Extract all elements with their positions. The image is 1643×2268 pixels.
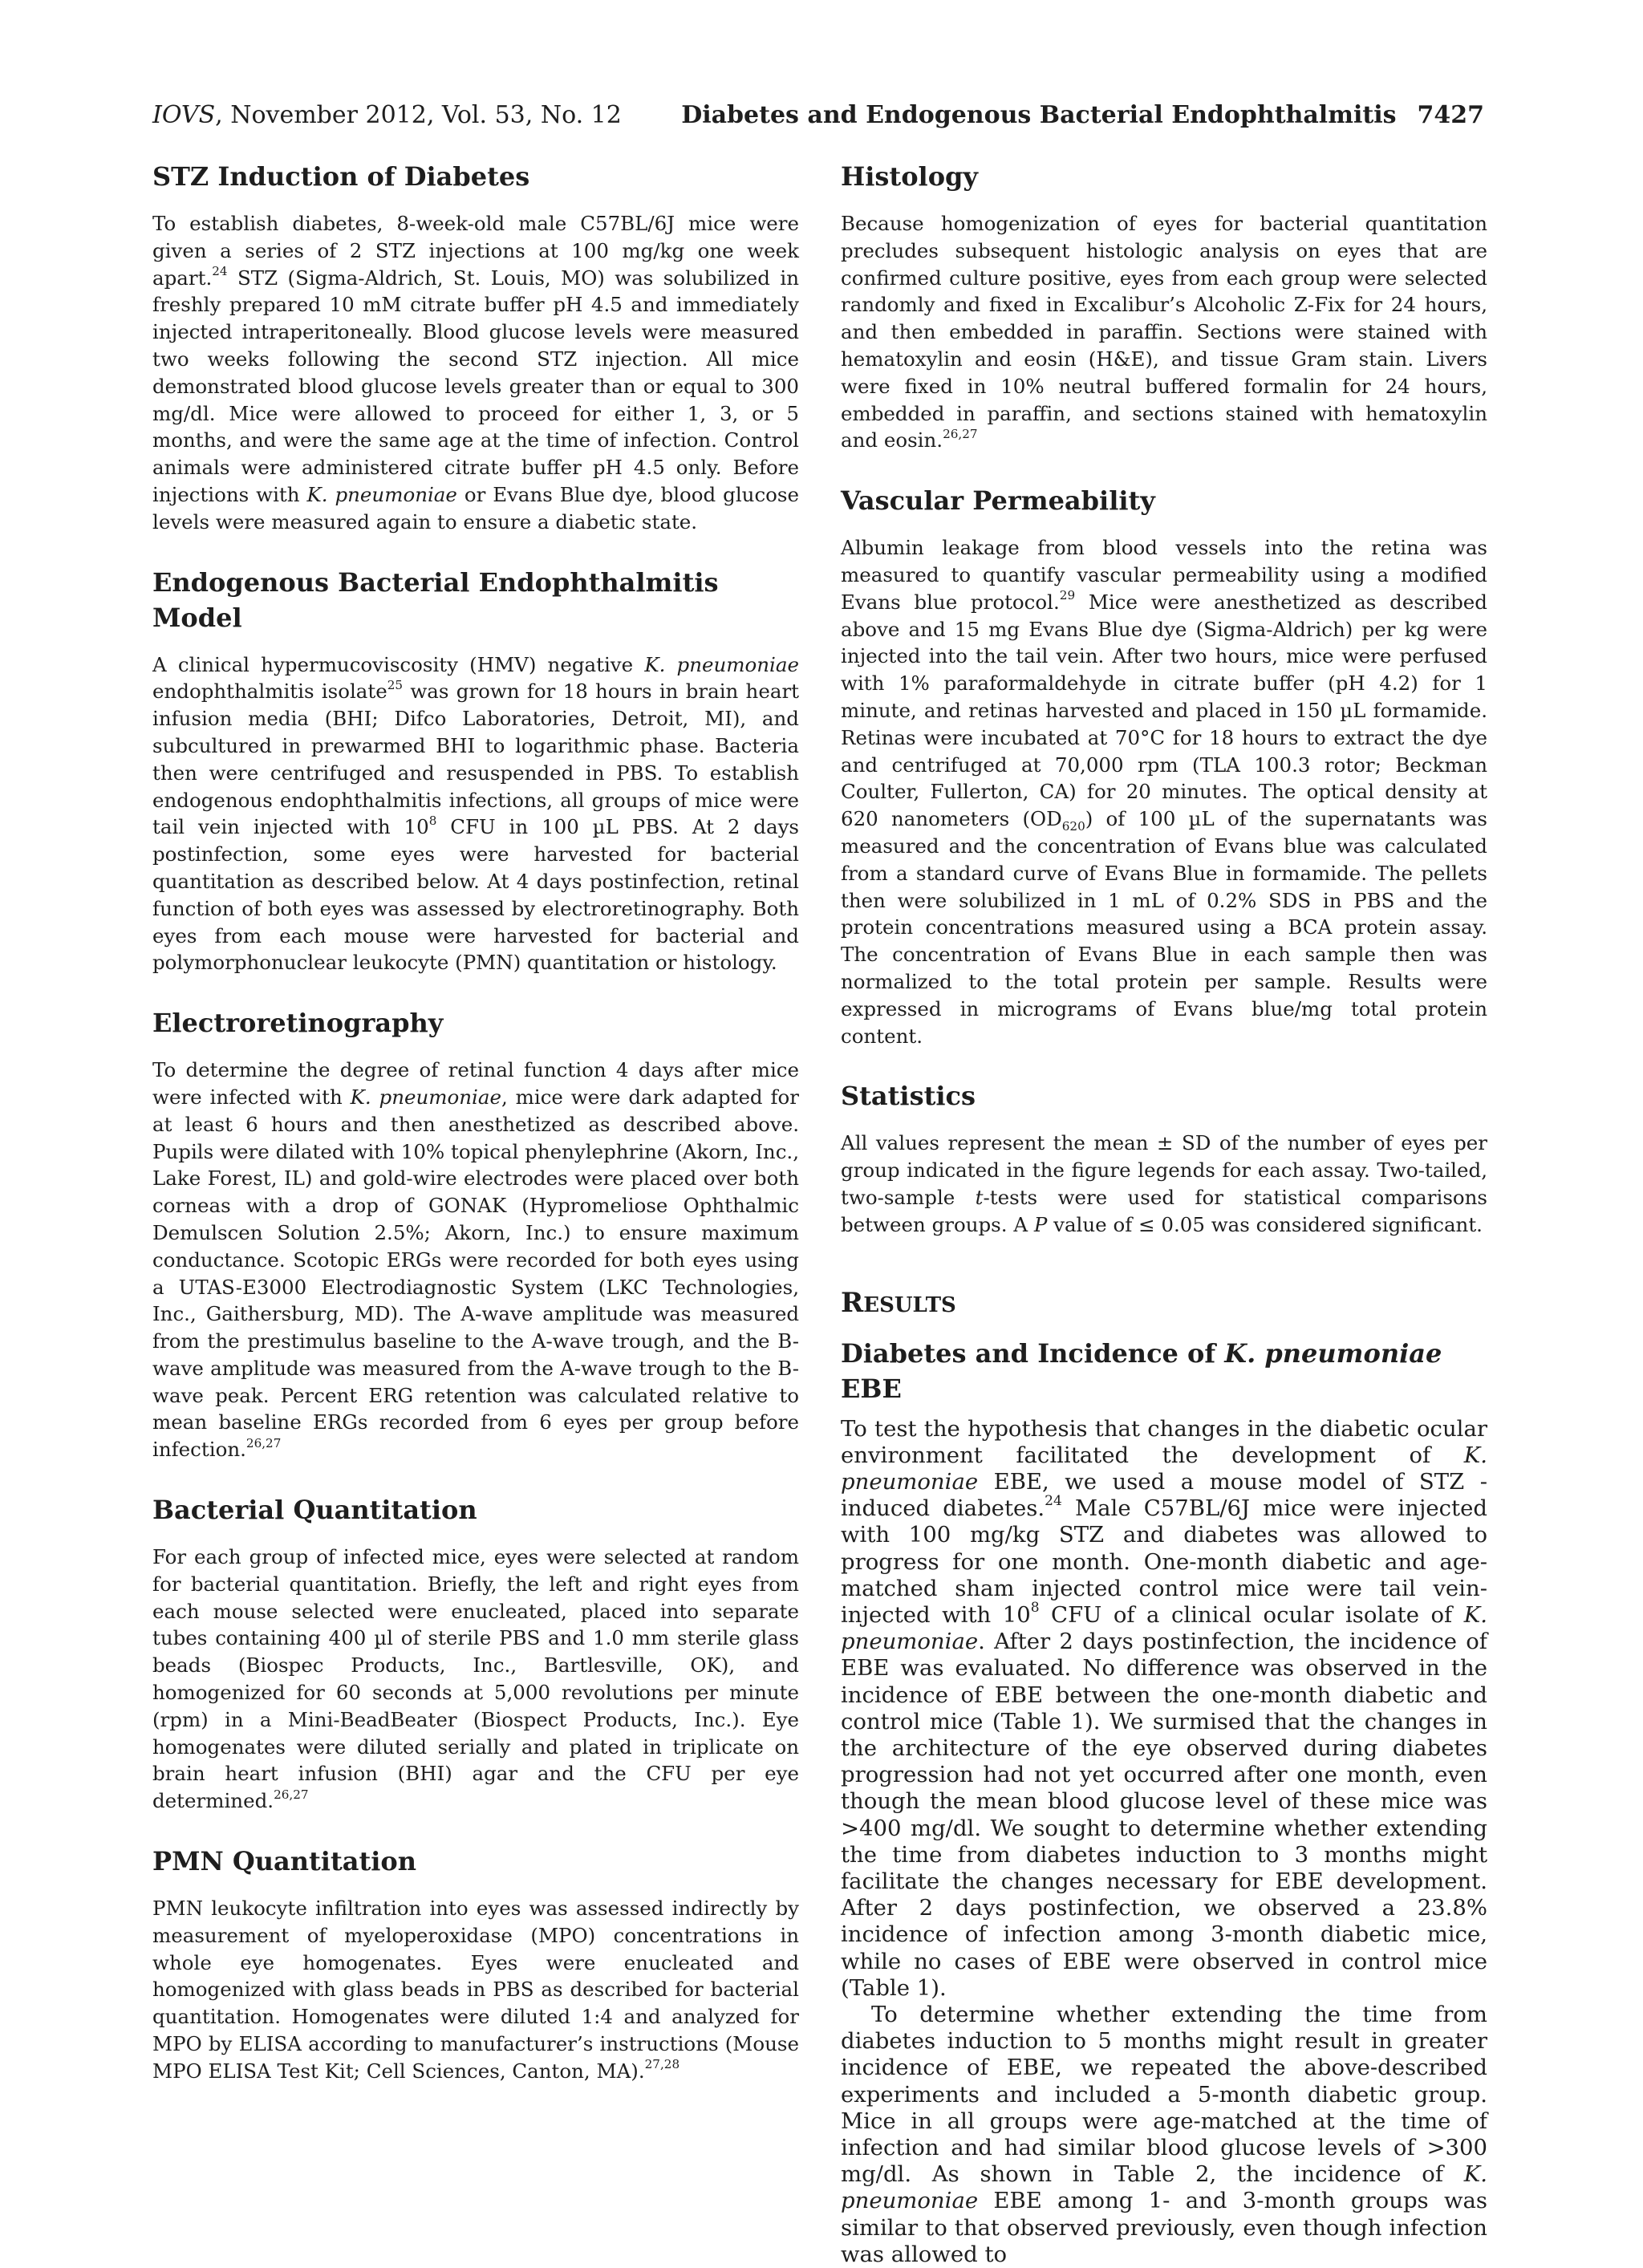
citation[interactable]: 26,27: [274, 1787, 309, 1802]
running-header: [152, 99, 1484, 135]
vascular-permeability-paragraph: Albumin leakage from blood vessels into the retina was measured to quantify vascular permeability using a modified Evans blue protocol.$^{29}$ Mice were anesthetized as described above and 15 mg Evans Blue dye (Sigma-Aldrich) per kg were injected into the tail vein. After two hours, mice were perfused with 1% paraformaldehyde in citrate buffer (pH 4.2) for 1 minute, and retinas harvested and placed in 150 µL formamide. Retinas were incubated at 70°C for 18 hours to extract the dye and centrifuged at 70,000 rpm (TLA 100.3 rotor; Beckman Coulter, Fullerton, CA) for 20 minutes. The optical density at 620 nanometers $(OD_{620})$ of 100 µL of the supernatants was measured and the concentration of Evans blue was calculated from a standard curve of Evans Blue in formamide. The pellets then were solubilized in 1 mL of 0.2% SDS in PBS and the protein concentrations measured using a BCA protein assay. The concentration of Evans Blue in each sample then was normalized to the total protein per sample. Results were expressed in micrograms of Evans blue/mg total protein content.: [841, 536, 1487, 1048]
running-title: Diabetes and Endogenous Bacterial Endophthalmitis: [681, 101, 1397, 129]
citation[interactable]: 26,27: [943, 426, 978, 441]
pmn-paragraph: PMN leukocyte infiltration into eyes was assessed indirectly by measurement of myeloperoxidase (MPO) concentrations in whole eye homogenates. Eyes were enucleated and homogenized with glass beads in PBS as described for bacterial quantitation. Homogenates were diluted 1:4 and analyzed for MPO by ELISA according to manufacturer’s instructions (Mouse MPO ELISA Test Kit; Cell Sciences, Canton, MA).$^{27,28}$: [152, 1897, 799, 2083]
pmn-heading: PMN Quantitation: [152, 1846, 417, 1877]
results-heading: RESULTS: [841, 1286, 956, 1319]
statistics-heading: Statistics: [841, 1081, 976, 1112]
citation[interactable]: 24: [1045, 1493, 1062, 1510]
journal-citation: [152, 99, 622, 132]
stz-heading: STZ Induction of Diabetes: [152, 161, 530, 192]
stz-paragraph: To establish diabetes, 8-week-old male C57BL/6J mice were given a series of 2 STZ injections at 100 mg/kg one week apart.$^{24}$ STZ (Sigma-Aldrich, St. Louis, MO) was solubilized in freshly prepared 10 mM citrate buffer pH 4.5 and immediately injected intraperitoneally. Blood glucose levels were measured two weeks following the second STZ injection. All mice demonstrated blood glucose levels greater than or equal to 300 mg/dl. Mice were allowed to proceed for either 1, 3, or 5 months, and were the same age at the time of infection. Control animals were administered citrate buffer pH 4.5 only. Before injections with K. pneumoniae or Evans Blue dye, blood glucose levels were measured again to ensure a diabetic state.: [152, 212, 799, 534]
citation[interactable]: 27,28: [644, 2057, 680, 2072]
citation[interactable]: 25: [387, 677, 404, 692]
erg-heading: Electroretinography: [152, 1008, 444, 1039]
left-column: [152, 159, 799, 2085]
citation[interactable]: 24: [212, 264, 228, 279]
statistics-paragraph: All values represent the mean ± SD of the number of eyes per group indicated in the figure legends for each assay. Two-tailed, two-sample t-tests were used for statistical comparisons between groups. A P value of ≤ 0.05 was considered significant.: [841, 1131, 1488, 1236]
vascular-permeability-heading: Vascular Permeability: [841, 485, 1155, 517]
histology-paragraph: Because homogenization of eyes for bacterial quantitation precludes subsequent histologic analysis on eyes that are confirmed culture positive, eyes from each group were selected randomly and fixed in Excalibur’s Alcoholic Z-Fix for 24 hours, and then embedded in paraffin. Sections were stained with hematoxylin and eosin (H&E), and tissue Gram stain. Livers were fixed in 10% neutral buffered formalin for 24 hours, embedded in paraffin, and sections stained with hematoxylin and eosin.$^{26,27}$: [841, 212, 1487, 452]
histology-heading: Histology: [841, 161, 978, 192]
ebe-model-paragraph: A clinical hypermucoviscosity (HMV) negative K. pneumoniae endophthalmitis isolate$^{25}$ was grown for 18 hours in brain heart infusion media (BHI; Difco Laboratories, Detroit, MI), and subcultured in prewarmed BHI to logarithmic phase. Bacteria then were centrifuged and resuspended in PBS. To establish endogenous endophthalmitis infections, all groups of mice were tail vein injected with $10^8$ CFU in 100 µL PBS. At 2 days postinfection, some eyes were harvested for bacterial quantitation as described below. At 4 days postinfection, retinal function of both eyes was assessed by electroretinography. Both eyes from each mouse were harvested for bacterial and polymorphonuclear leukocyte (PMN) quantitation or histology.: [152, 652, 800, 975]
diabetes-incidence-paragraph-2: To determine whether extending the time from diabetes induction to 5 months might result in greater incidence of EBE, we repeated the above-described experiments and included a 5-month diabetic group. Mice in all groups were age-matched at the time of infection and had similar blood glucose levels of >300 mg/dl. As shown in Table 2, the incidence of K. pneumoniae EBE among 1- and 3-month groups was similar to that observed previously, even though infection was allowed to: [841, 2001, 1487, 2267]
bacterial-quantitation-paragraph: For each group of infected mice, eyes were selected at random for bacterial quantitation. Briefly, the left and right eyes from each mouse selected were enucleated, placed into separate tubes containing 400 µl of sterile PBS and 1.0 mm sterile glass beads (Biospec Products, Inc., Bartlesville, OK), and homogenized for 60 seconds at 5,000 revolutions per minute (rpm) in a Mini-BeadBeater (Biospect Products, Inc.). Eye homogenates were diluted serially and plated in triplicate on brain heart infusion (BHI) agar and the CFU per eye determined.$^{26,27}$: [152, 1545, 799, 1813]
journal-name: IOVS: [152, 101, 216, 129]
citation[interactable]: 26,27: [245, 1435, 282, 1450]
ebe-model-heading: Endogenous Bacterial Endophthalmitis Model: [152, 566, 719, 633]
right-column: [841, 159, 1487, 2268]
erg-paragraph: To determine the degree of retinal function 4 days after mice were infected with K. pneumoniae, mice were dark adapted for at least 6 hours and then anesthetized as described above. Pupils were dilated with 10% topical phenylephrine (Akorn, Inc., Lake Forest, IL) and gold-wire electrodes were placed over both corneas with a drop of GONAK (Hypromeliose Ophthalmic Demulscen Solution 2.5%; Akorn, Inc.) to ensure maximum conductance. Scotopic ERGs were recorded for both eyes using a UTAS-E3000 Electrodiagnostic System (LKC Technologies, Inc., Gaithersburg, MD). The A-wave amplitude was measured from the prestimulus baseline to the A-wave trough, and the B-wave amplitude was measured from the A-wave trough to the B-wave peak. Percent ERG retention was calculated relative to mean baseline ERGs recorded from 6 eyes per group before infection.$^{26,27}$: [152, 1058, 800, 1462]
diabetes-incidence-paragraph-1: To test the hypothesis that changes in the diabetic ocular environment facilitated the development of K. pneumoniae EBE, we used a mouse model of STZ -induced diabetes.$^{24}$ Male C57BL/6J mice were injected with 100 mg/kg STZ and diabetes was allowed to progress for one month. One-month diabetic and age-matched sham injected control mice were tail vein-injected with $10^8$ CFU of a clinical ocular isolate of K. pneumoniae. After 2 days postinfection, the incidence of EBE was evaluated. No difference was observed in the incidence of EBE between the one-month diabetic and control mice (Table 1). We surmised that the changes in the architecture of the eye observed during diabetes progression had not yet occurred after one month, even though the mean blood glucose level of these mice was >400 mg/dl. We sought to determine whether extending the time from diabetes induction to 3 months might facilitate the changes necessary for EBE development. After 2 days postinfection, we observed a 23.8% incidence of infection among 3-month diabetic mice, while no cases of EBE were observed in control mice (Table 1).: [841, 1415, 1488, 2001]
running-title-group: [681, 99, 1484, 132]
diabetes-incidence-heading: Diabetes and Incidence of K. pneumoniae EBE: [841, 1337, 1442, 1404]
citation[interactable]: 29: [1059, 588, 1076, 603]
bacterial-quantitation-heading: Bacterial Quantitation: [152, 1495, 477, 1526]
page-number: 7427: [1417, 101, 1484, 129]
journal-issue: , November 2012, Vol. 53, No. 12: [215, 101, 622, 129]
